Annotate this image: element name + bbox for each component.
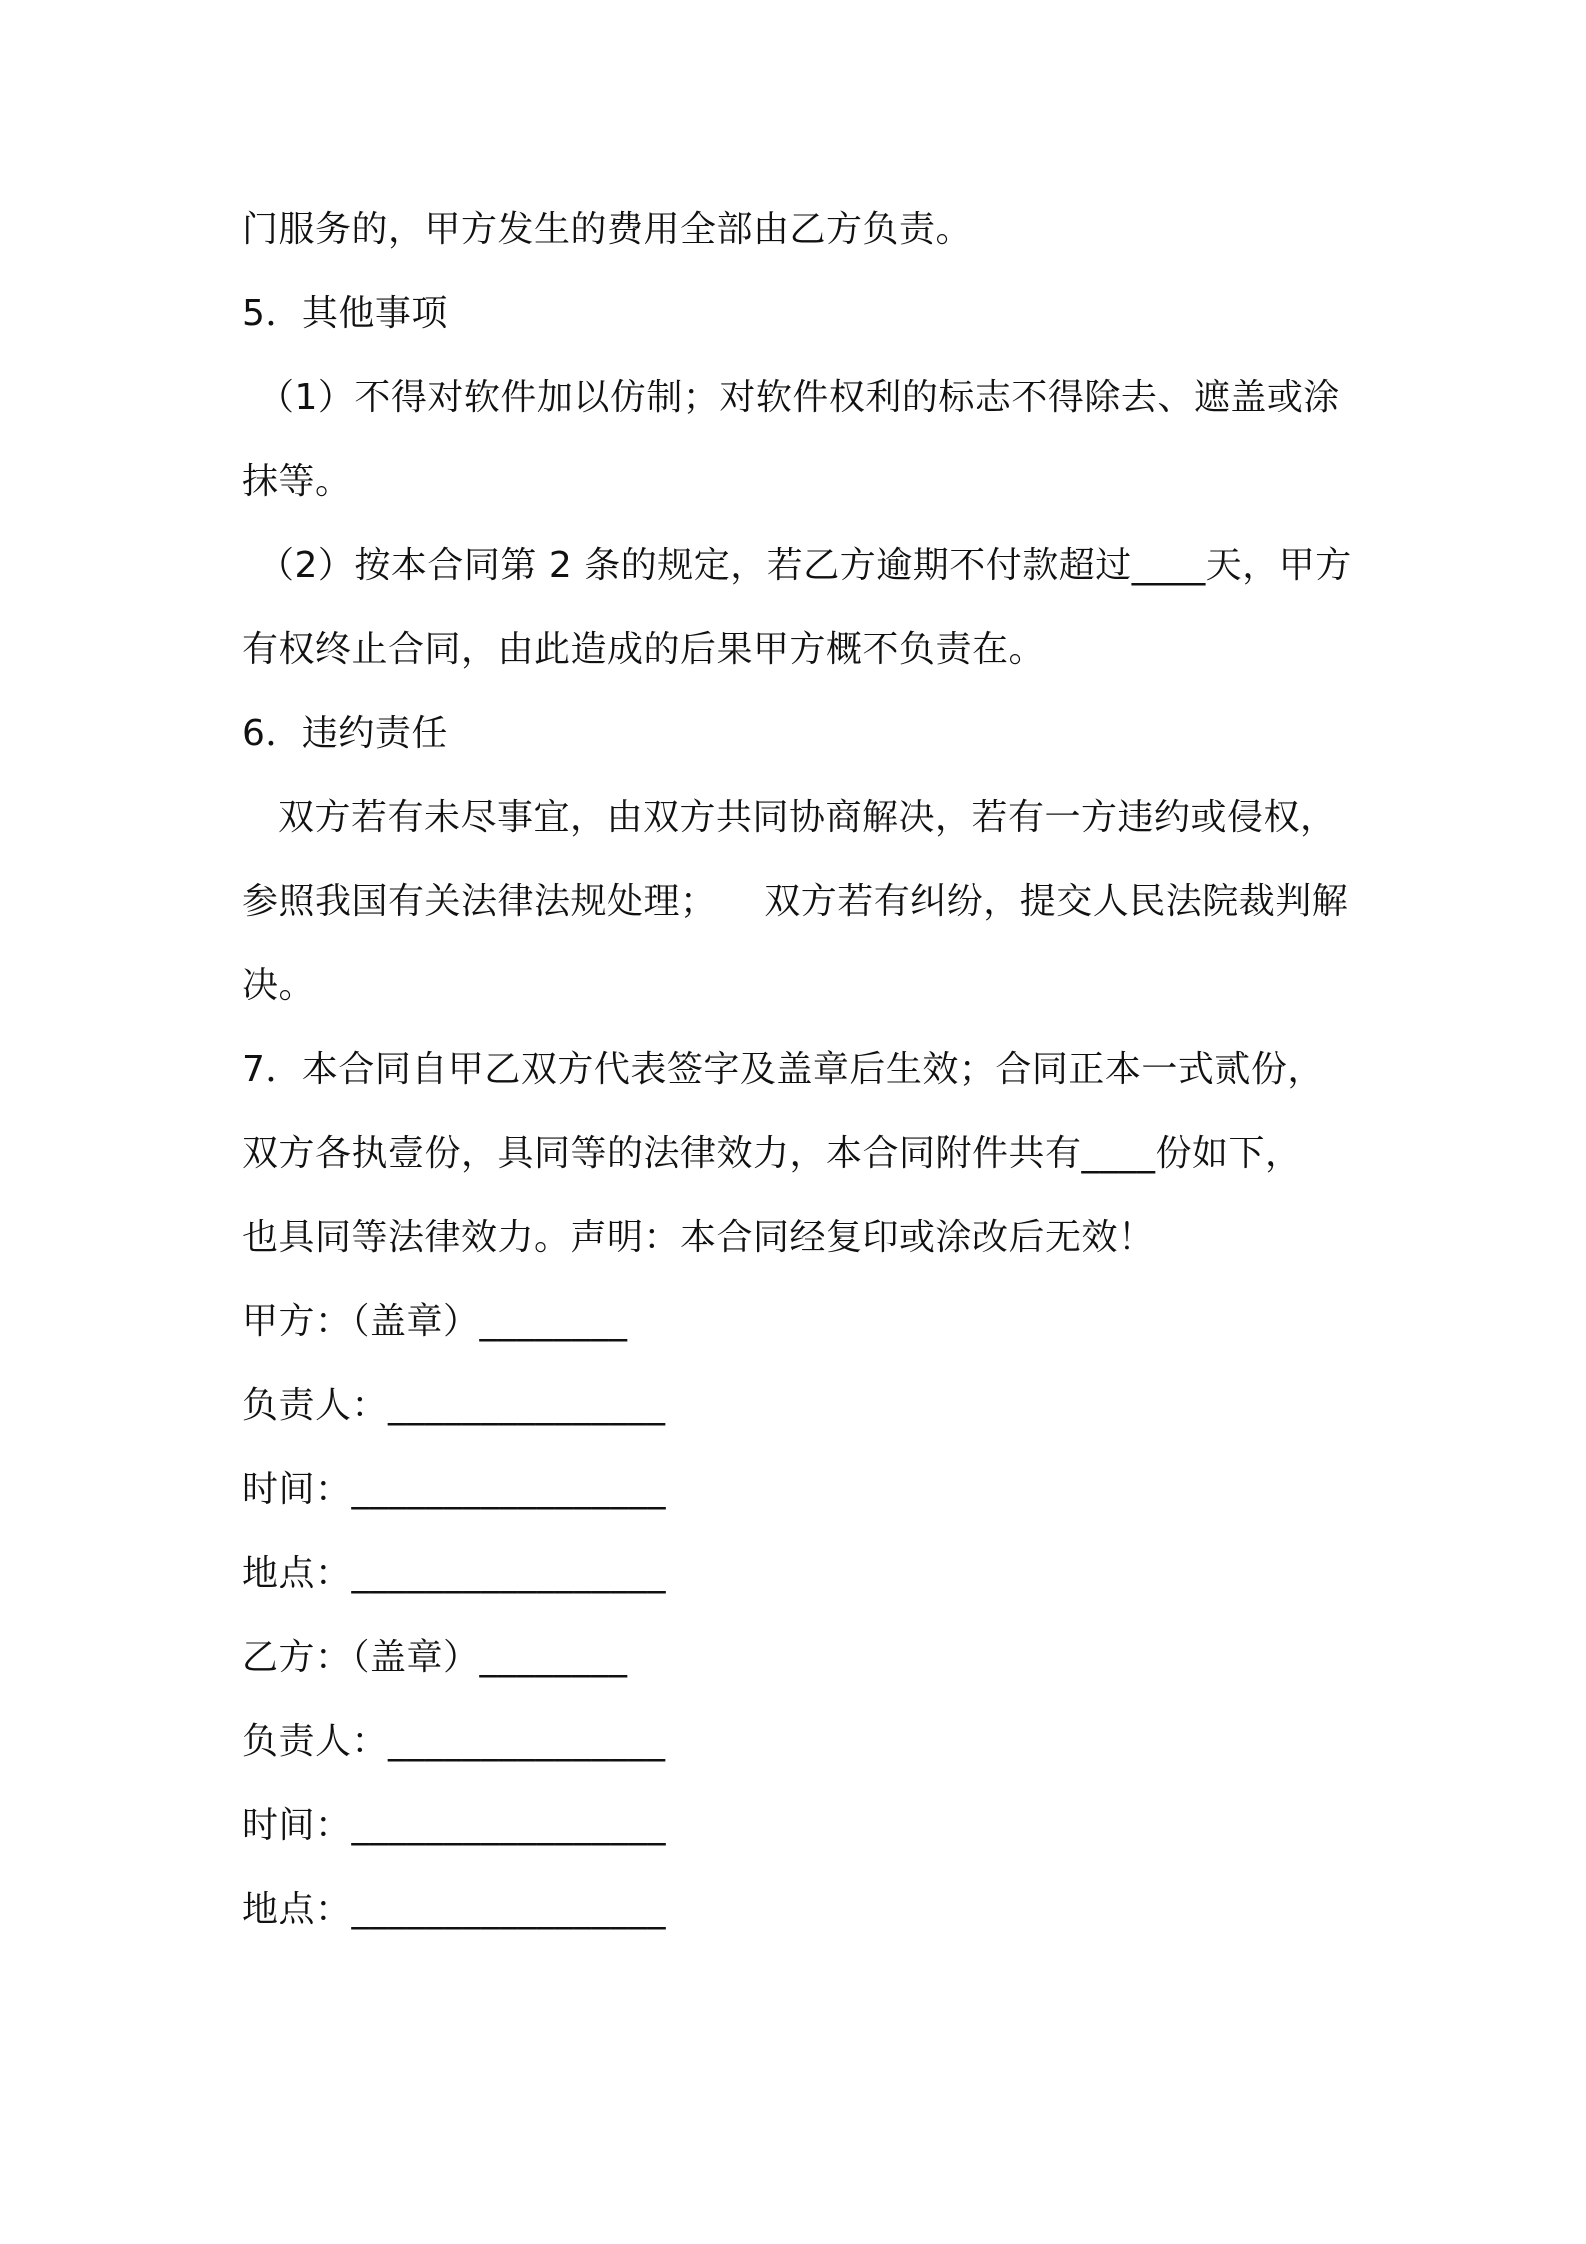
body-line: 有权终止合同，由此造成的后果甲方概不负责在。 — [242, 629, 1046, 670]
body-line: 双方各执壹份，具同等的法律效力，本合同附件共有____份如下， — [242, 1133, 1302, 1174]
party-a-time: 时间：_________________ — [242, 1469, 667, 1510]
body-line: 双方若有未尽事宜，由双方共同协商解决，若有一方违约或侵权， — [278, 797, 1337, 838]
section-heading-liability: 6．违约责任 — [242, 713, 448, 754]
party-b-seal: 乙方：（盖章）________ — [242, 1637, 628, 1678]
party-a-place: 地点：_________________ — [242, 1553, 667, 1594]
body-line: 抹等。 — [242, 461, 352, 502]
body-line: 门服务的，甲方发生的费用全部由乙方负责。 — [242, 209, 973, 250]
section-heading-other-matters: 5．其他事项 — [242, 293, 448, 334]
body-line: 参照我国有关法律法规处理； 双方若有纠纷，提交人民法院裁判解 — [242, 881, 1349, 922]
party-a-person: 负责人：_______________ — [242, 1385, 666, 1426]
section-heading-effectiveness: 7．本合同自甲乙双方代表签字及盖章后生效；合同正本一式贰份， — [242, 1049, 1324, 1090]
party-a-seal: 甲方：（盖章）________ — [242, 1301, 628, 1342]
clause-item-2: （2）按本合同第 2 条的规定，若乙方逾期不付款超过____天，甲方 — [258, 545, 1352, 586]
body-line: 决。 — [242, 965, 316, 1006]
party-b-person: 负责人：_______________ — [242, 1721, 666, 1762]
body-line: 也具同等法律效力。声明：本合同经复印或涂改后无效！ — [242, 1217, 1155, 1258]
party-b-time: 时间：_________________ — [242, 1805, 667, 1846]
party-b-place: 地点：_________________ — [242, 1889, 667, 1930]
clause-item-1: （1）不得对软件加以仿制；对软件权利的标志不得除去、遮盖或涂 — [258, 377, 1340, 418]
